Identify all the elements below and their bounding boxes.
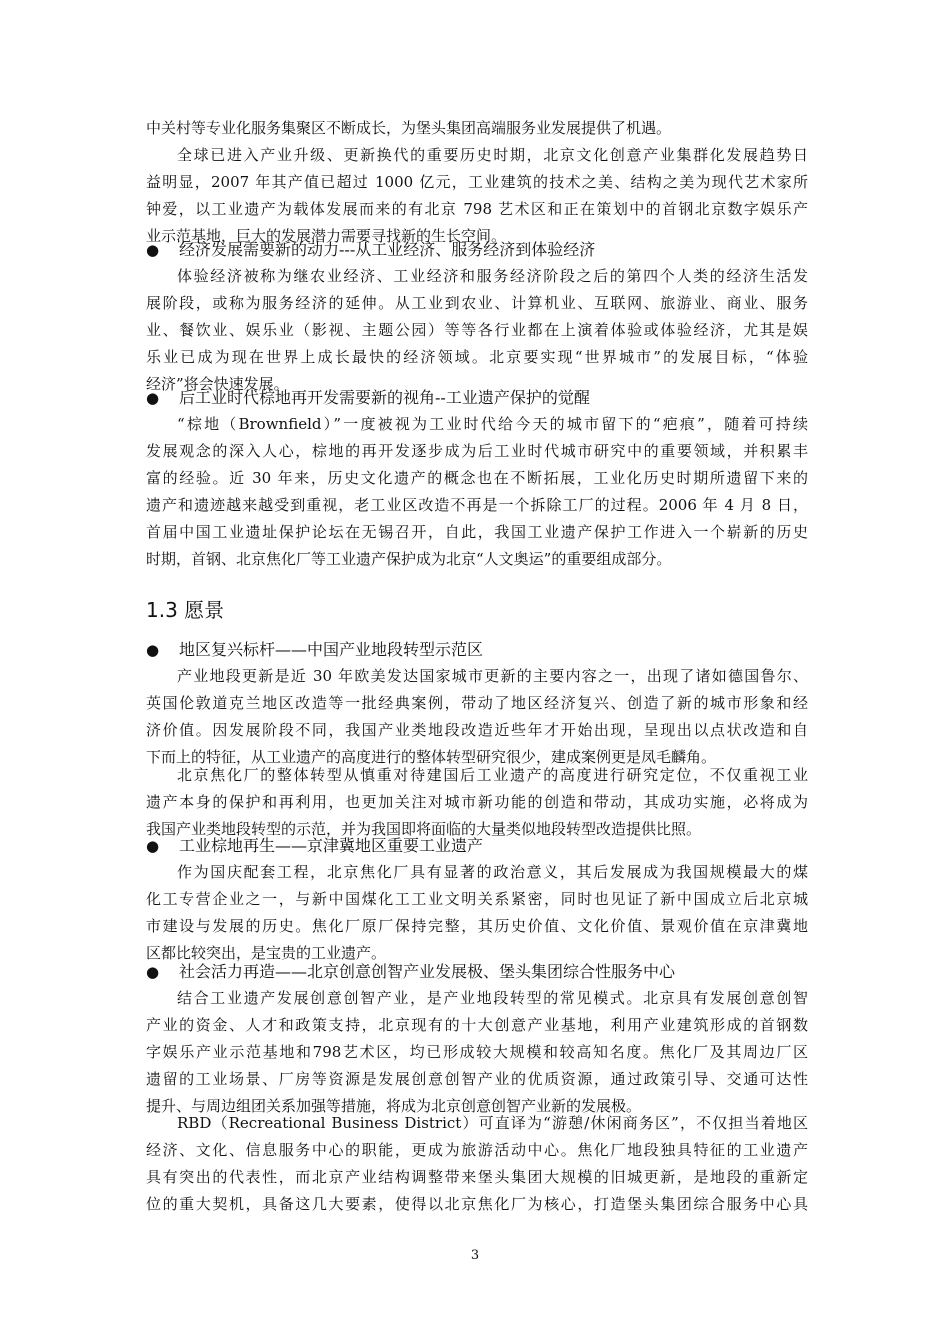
text-line: 体验经济被称为继农业经济、工业经济和服务经济阶段之后的第四个人类的经济生活发 [177,267,808,285]
text-line: 具有突出的代表性，而北京产业结构调整带来堡头集团大规模的旧城更新，是地段的重新定 [146,1168,808,1186]
bullet-icon: ● [146,389,160,407]
paragraph-coking-plant-transformation [146,762,808,843]
text-line: 乐业已成为现在世界上成长最快的经济领域。北京要实现“世界城市”的发展目标，“体验 [146,348,808,366]
page-number: 3 [470,1248,480,1263]
text-line: 区都比较突出，是宝贵的工业遗产。 [146,944,387,962]
text-line: 济价值。因发展阶段不同，我国产业类地段改造近些年才开始出现，呈现出以点状改造和自 [146,721,808,739]
text-line: 位的重大契机，具备这几大要素，使得以北京焦化厂为核心，打造堡头集团综合服务中心具 [146,1195,808,1213]
text-line: RBD（Recreational Business District）可直译为“游憩/休闲商务区”，不仅担当着地区 [177,1114,808,1132]
paragraph-cultural-industry [146,142,808,250]
text-line: 经济、文化、信息服务中心的职能，更成为旅游活动中心。焦化厂地段独具特征的工业遗产 [146,1141,808,1159]
bullet-heading: 地区复兴标杆——中国产业地段转型示范区 [179,640,484,659]
text-line: 业、餐饮业、娱乐业（影视、主题公园）等等各行业都在上演着体验或体验经济，尤其是娱 [146,321,808,339]
text-line: 北京焦化厂的整体转型从慎重对待建国后工业遗产的高度进行研究定位，不仅重视工业 [177,766,808,784]
paragraph-industrial-renewal [146,663,808,771]
text-line: 产业地段更新是近 30 年欧美发达国家城市更新的主要内容之一，出现了诸如德国鲁尔、 [177,667,808,685]
text-line: 遗留的工业场景、厂房等资源是发展创意创智产业的优质资源，通过政策引导、交通可达性 [146,1070,808,1088]
paragraph-brownfield [146,411,808,573]
text-line: 作为国庆配套工程，北京焦化厂具有显著的政治意义，其后发展成为我国规模最大的煤 [177,863,808,881]
bullet-heading: 经济发展需要新的动力---从工业经济、服务经济到体验经济 [179,240,596,259]
text-line: 经济”将会快速发展。 [146,375,289,393]
text-line: 英国伦敦道克兰地区改造等一批经典案例，带动了地区经济复兴、创造了新的城市形象和经 [146,694,808,712]
bullet-icon: ● [146,641,160,659]
bullet-icon: ● [146,837,160,855]
text-line: 遗产本身的保护和再利用，也更加关注对城市新功能的创造和带动，其成功实施，必将成为 [146,793,808,811]
bullet-experience-economy [146,236,808,264]
text-line: 结合工业遗产发展创意创智产业，是产业地段转型的常见模式。北京具有发展创意创智 [177,989,808,1007]
bullet-brownfield [146,384,808,412]
paragraph-experience-economy [146,263,808,398]
bullet-icon: ● [146,241,160,259]
bullet-icon: ● [146,963,160,981]
text-line: 产业的资金、人才和政策支持，北京现有的十大创意产业基地，利用产业建筑形成的首钢数 [146,1016,808,1034]
text-line: 遗产和遗迹越来越受到重视，老工业区改造不再是一个拆除工厂的过程。2006 年 4 月 8 日， [146,496,808,514]
bullet-heading: 社会活力再造——北京创意创智产业发展极、堡头集团综合性服务中心 [179,962,676,981]
section-heading [146,592,808,628]
text-line: 首届中国工业遗址保护论坛在无锡召开，自此，我国工业遗产保护工作进入一个崭新的历史 [146,523,808,541]
paragraph-creative-industry [146,985,808,1120]
bullet-social-vitality [146,958,808,986]
text-line: 发展观念的深入人心，棕地的再开发逐步成为后工业时代城市研究中的重要领域，并积累丰 [146,442,808,460]
text-line: 我国产业类地段转型的示范，并为我国即将面临的大量类似地段转型改造提供比照。 [146,820,702,838]
bullet-heading: 工业棕地再生——京津冀地区重要工业遗产 [179,836,484,855]
text-line: 提升、与周边组团关系加强等措施，将成为北京创意创智产业新的发展极。 [146,1097,642,1115]
text-line: “棕地（Brownfield）”一度被视为工业时代给今天的城市留下的“疤痕”，随着可持续 [177,415,808,433]
paragraph-continuation [146,115,808,142]
text-line: 展阶段，或称为服务经济的延伸。从工业到农业、计算机业、互联网、旅游业、商业、服务 [146,294,808,312]
text-line: 业示范基地，巨大的发展潜力需要寻找新的生长空间。 [146,227,507,245]
paragraph-industrial-heritage [146,859,808,967]
text-line: 富的经验。近 30 年来，历史文化遗产的概念也在不断拓展，工业化历史时期所遗留下来的 [146,469,808,487]
text-line: 字娱乐产业示范基地和798艺术区，均已形成较大规模和较高知名度。焦化厂及其周边厂区 [146,1043,808,1061]
section-title: 1.3 愿景 [146,598,225,622]
text-line: 全球已进入产业升级、更新换代的重要历史时期，北京文化创意产业集群化发展趋势日 [177,146,808,164]
text-line: 中关村等专业化服务集聚区不断成长，为堡头集团高端服务业发展提供了机遇。 [146,119,672,137]
paragraph-rbd [146,1110,808,1218]
bullet-brownfield-regeneration [146,832,808,860]
text-line: 市建设与发展的历史。焦化厂原厂保持完整，其历史价值、文化价值、景观价值在京津冀地 [146,917,808,935]
text-line: 益明显，2007 年其产值已超过 1000 亿元，工业建筑的技术之美、结构之美为现代艺术家所 [146,173,808,191]
text-line: 下而上的特征，从工业遗产的高度进行的整体转型研究很少，建成案例更是凤毛麟角。 [146,748,717,766]
bullet-regional-revival [146,636,808,664]
text-line: 钟爱，以工业遗产为载体发展而来的有北京 798 艺术区和正在策划中的首钢北京数字娱乐产 [146,200,808,218]
text-line: 化工专营企业之一，与新中国煤化工工业文明关系紧密，同时也见证了新中国成立后北京城 [146,890,808,908]
bullet-heading: 后工业时代棕地再开发需要新的视角--工业遗产保护的觉醒 [179,388,590,407]
text-line: 时期，首钢、北京焦化厂等工业遗产保护成为北京“人文奥运”的重要组成部分。 [146,550,672,568]
